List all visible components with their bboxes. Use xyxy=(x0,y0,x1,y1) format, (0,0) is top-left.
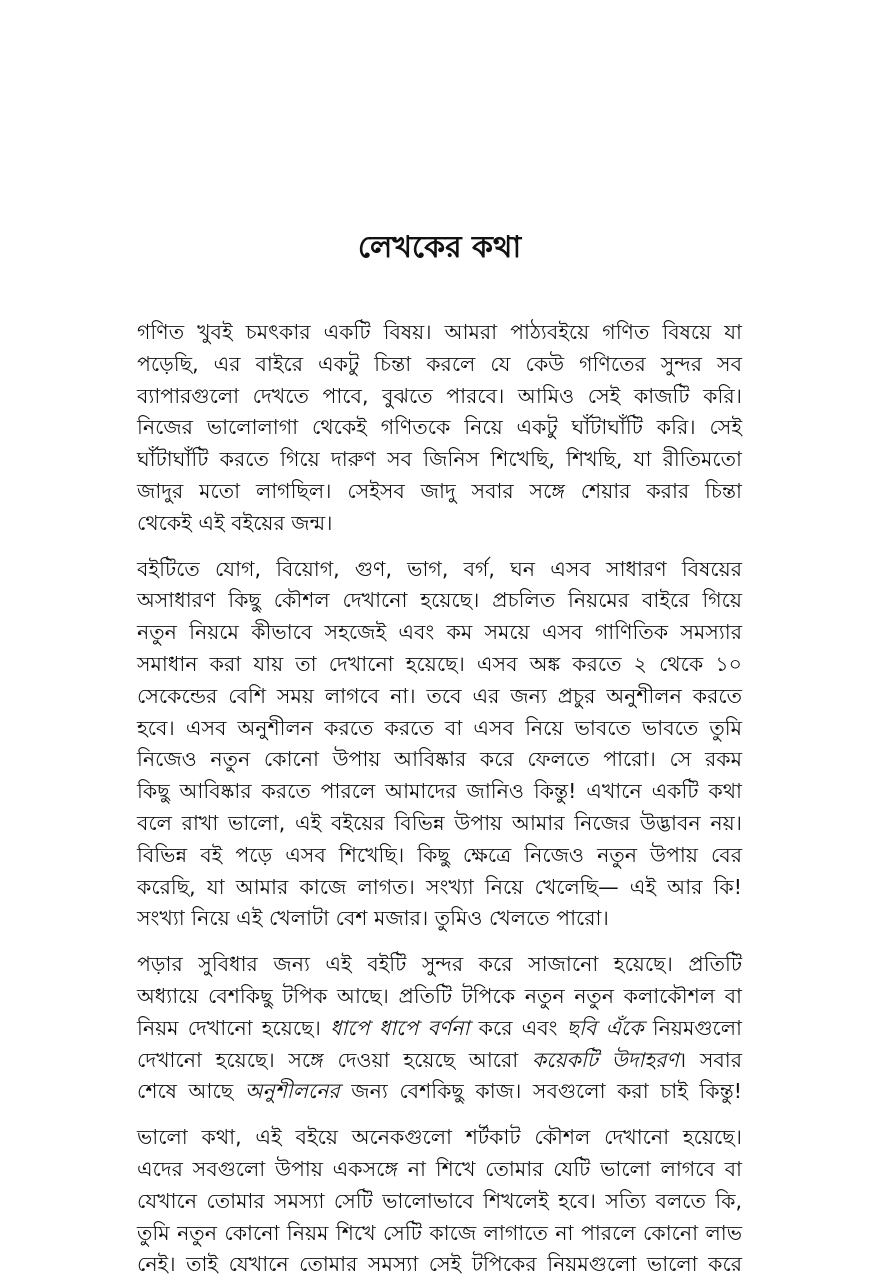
text-line: নিজেও নতুন কোনো উপায় আবিষ্কার করে ফেলতে পারো। সে রকম xyxy=(137,747,742,772)
page-title: লেখকের কথা xyxy=(357,230,522,265)
text-line xyxy=(137,1013,742,1045)
text-run: নিয়ম দেখানো হয়েছে। xyxy=(137,1015,330,1040)
text-line: হবে। এসব অনুশীলন করতে করতে বা এসব নিয়ে ভাবতে ভাবতে তুমি xyxy=(137,715,742,740)
text-line xyxy=(137,1045,742,1077)
text-line: ভালো কথা, এই বইয়ে অনেকগুলো শর্টকাট কৌশল দেখানো হয়েছে। xyxy=(137,1125,742,1150)
text-line: পড়েছি, এর বাইরে একটু চিন্তা করলে যে কেউ গণিতের সুন্দর সব xyxy=(137,351,742,376)
text-line xyxy=(137,1076,742,1108)
text-line: ঘাঁটাঘাঁটি করতে গিয়ে দারুণ সব জিনিস শিখেছি, শিখছি, যা রীতিমতো xyxy=(137,447,742,472)
text-line: করেছি, যা আমার কাজে লাগত। সংখ্যা নিয়ে খেলেছি— এই আর কি! xyxy=(137,874,742,899)
paragraph-1 xyxy=(137,317,742,540)
paragraph-4 xyxy=(137,1122,742,1281)
text-line: সংখ্যা নিয়ে এই খেলাটা বেশ মজার। তুমিও খেলতে পারো। xyxy=(137,906,609,931)
italic-phrase: ছবি এঁকে xyxy=(566,1015,644,1040)
text-line: পড়ার সুবিধার জন্য এই বইটি সুন্দর করে সাজানো হয়েছে। প্রতিটি xyxy=(137,952,742,977)
italic-phrase: ধাপে ধাপে বর্ণনা xyxy=(330,1015,470,1040)
text-line: গণিত খুবই চমৎকার একটি বিষয়। আমরা পাঠ্যবইয়ে গণিত বিষয়ে যা xyxy=(137,320,742,344)
text-run: শেষে আছে xyxy=(137,1079,245,1104)
italic-phrase: অনুশীলনের xyxy=(244,1079,340,1104)
text-line: ব্যাপারগুলো দেখতে পাবে, বুঝতে পারবে। আমিও সেই কাজটি করি। xyxy=(137,383,742,408)
text-line: কিছু আবিষ্কার করতে পারলে আমাদের জানিও কিন্তু! এখানে একটি কথা xyxy=(137,779,742,804)
text-line: নিজের ভালোলাগা থেকেই গণিতকে নিয়ে একটু ঘাঁটাঘাঁটি করি। সেই xyxy=(137,415,742,440)
text-run: দেখানো হয়েছে। সঙ্গে দেওয়া হয়েছে আরো xyxy=(137,1047,532,1072)
text-line: নতুন নিয়মে কীভাবে সহজেই এবং কম সময়ে এসব গাণিতিক সমস্যার xyxy=(137,620,742,645)
paragraph-3 xyxy=(137,949,742,1108)
italic-phrase: কয়েকটি উদাহরণ xyxy=(531,1047,679,1072)
text-run: জন্য বেশকিছু কাজ। সবগুলো করা চাই কিন্তু! xyxy=(339,1079,742,1104)
text-line: বিভিন্ন বই পড়ে এসব শিখেছি। কিছু ক্ষেত্রে নিজেও নতুন উপায় বের xyxy=(137,842,742,867)
text-line: নেই। তাই যেখানে তোমার সমস্যা সেই টপিকের নিয়মগুলো ভালো করে xyxy=(137,1252,742,1277)
text-line: তুমি নতুন কোনো নিয়ম শিখে সেটি কাজে লাগাতে না পারলে কোনো লাভ xyxy=(137,1220,742,1245)
text-line: সেকেন্ডের বেশি সময় লাগবে না। তবে এর জন্য প্রচুর অনুশীলন করতে xyxy=(137,683,742,708)
text-line: যেখানে তোমার সমস্যা সেটি ভালোভাবে শিখলেই হবে। সত্যি বলতে কি, xyxy=(137,1188,742,1213)
text-run: । সবার xyxy=(678,1047,742,1072)
text-line: অধ্যায়ে বেশকিছু টপিক আছে। প্রতিটি টপিকে নতুন নতুন কলাকৌশল বা xyxy=(137,983,742,1008)
text-line: এদের সবগুলো উপায় একসঙ্গে না শিখে তোমার যেটি ভালো লাগবে বা xyxy=(137,1156,742,1181)
text-line: জাদুর মতো লাগছিল। সেইসব জাদু সবার সঙ্গে শেয়ার করার চিন্তা xyxy=(137,478,742,503)
text-line: অসাধারণ কিছু কৌশল দেখানো হয়েছে। প্রচলিত নিয়মের বাইরে গিয়ে xyxy=(137,588,742,613)
text-line: থেকেই এই বইয়ের জন্ম। xyxy=(137,510,333,535)
text-line: সমাধান করা যায় তা দেখানো হয়েছে। এসব অঙ্ক করতে ২ থেকে ১০ xyxy=(137,651,742,676)
text-line: বইটিতে যোগ, বিয়োগ, গুণ, ভাগ, বর্গ, ঘন এসব সাধারণ বিষয়ের xyxy=(137,556,742,581)
paragraph-2 xyxy=(137,554,742,936)
text-run: করে এবং xyxy=(469,1015,567,1040)
body-text xyxy=(137,317,742,1281)
text-run: নিয়মগুলো xyxy=(643,1015,742,1040)
text-line: বলে রাখা ভালো, এই বইয়ের বিভিন্ন উপায় আমার নিজের উদ্ভাবন নয়। xyxy=(137,810,742,835)
